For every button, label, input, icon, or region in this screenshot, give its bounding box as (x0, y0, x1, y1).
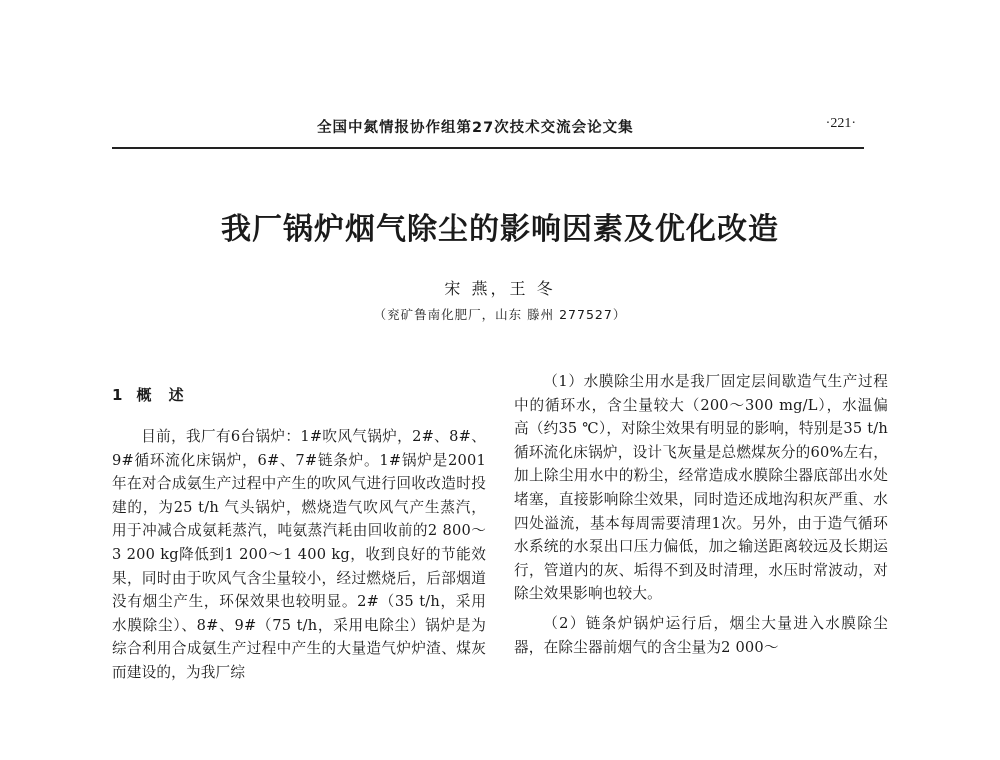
section-heading (112, 384, 190, 405)
section-number: 1 (112, 386, 123, 404)
body-paragraph: 目前，我厂有6台锅炉：1#吹风气锅炉，2#、8#、9#循环流化床锅炉，6#、7#链条炉。1#锅炉是2001年在对合成氨生产过程中产生的吹风气进行回收改造时投建的，为25 t/h 气头锅炉，燃烧造气吹风气产生蒸汽，用于冲减合成氨耗蒸汽，吨氨蒸汽耗由回收前的2 800～3 200 kg降低到1 200～1 400 kg，收到良好的节能效果，同时由于吹风气含尘量较小，经过燃烧后，后部烟道没有烟尘产生，环保效果也较明显。2#（35 t/h，采用水膜除尘）、8#、9#（75 t/h，采用电除尘）锅炉是为综合利用合成氨生产过程中产生的大量造气炉炉渣、煤灰而建设的，为我厂综 (112, 428, 486, 681)
left-column (112, 425, 486, 685)
running-header (112, 116, 864, 140)
header-rule (112, 147, 864, 149)
authors: 宋 燕，王 冬 (444, 279, 556, 298)
body-paragraph: （2）链条炉锅炉运行后，烟尘大量进入水膜除尘器，在除尘器前烟气的含尘量为2 000～ (514, 614, 888, 656)
affiliation: （兖矿鲁南化肥厂，山东 滕州 277527） (373, 307, 627, 322)
right-column (514, 370, 888, 659)
body-paragraph: （1）水膜除尘用水是我厂固定层间歇造气生产过程中的循环水，含尘量较大（200～300 mg/L），水温偏高（约35 ℃），对除尘效果有明显的影响，特别是35 t/h循环流化床锅炉，设计飞灰量是总燃煤灰分的60%左右，加上除尘用水中的粉尘，经常造成水膜除尘器底部出水处堵塞，直接影响除尘效果，同时造还成地沟积灰严重、水四处溢流，基本每周需要清理1次。另外，由于造气循环水系统的水泵出口压力偏低，加之输送距离较远及长期运行，管道内的灰、垢得不到及时清理，水压时常波动，对除尘效果影响也较大。 (514, 373, 888, 603)
page-number: ·221· (825, 116, 856, 131)
section-title: 概 述 (136, 386, 190, 404)
journal-title: 全国中氮情报协作组第27次技术交流会论文集 (317, 120, 634, 136)
article-title: 我厂锅炉烟气除尘的影响因素及优化改造 (221, 212, 779, 247)
